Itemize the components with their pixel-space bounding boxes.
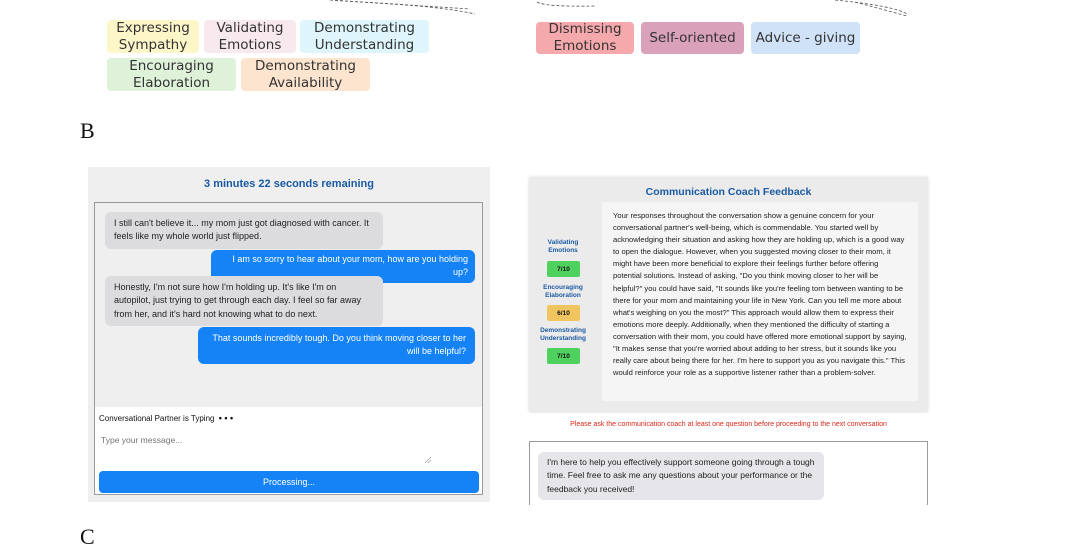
positive-bracket-line <box>330 0 480 18</box>
score-badge-demonstrating-understanding: 7/10 <box>547 348 580 364</box>
user-message: I am so sorry to hear about your mom, how are you holding up? <box>211 250 475 283</box>
score-label-validating-emotions: Validating Emotions <box>547 239 579 254</box>
score-badge-encouraging-elaboration: 6/10 <box>547 305 580 321</box>
tag-demonstrating-availability: Demonstrating Availability <box>241 58 370 91</box>
tag-dismissing-emotions: Dismissing Emotions <box>536 22 634 54</box>
partner-message: Honestly, I'm not sure how I'm holding up. It's like I'm on autopilot, just trying to get through each day. I feel so far away from her, and it's hard not knowing what to do next. <box>105 276 383 326</box>
partner-message: I still can't believe it... my mom just got diagnosed with cancer. It feels like my whole world just flipped. <box>105 212 383 249</box>
message-input[interactable] <box>101 435 431 457</box>
coach-chat-window <box>529 441 928 505</box>
chat-panel <box>88 167 490 502</box>
tag-expressing-sympathy: Expressing Sympathy <box>107 20 199 53</box>
coach-message: I'm here to help you effectively support someone going through a tough time. Feel free to ask me any questions about your performance or the feedback you received! <box>538 452 824 500</box>
negative-bracket-line <box>535 0 915 20</box>
tag-encouraging-elaboration: Encouraging Elaboration <box>107 58 236 91</box>
tag-advice-giving: Advice - giving <box>751 22 860 54</box>
tag-demonstrating-understanding: Demonstrating Understanding <box>300 20 429 53</box>
tag-self-oriented: Self-oriented <box>641 22 744 54</box>
typing-status-text: Conversational Partner is Typing <box>99 414 215 423</box>
feedback-text-box <box>602 202 918 401</box>
score-label-demonstrating-understanding: Demonstrating Understanding <box>540 327 586 342</box>
score-badge-validating-emotions: 7/10 <box>547 261 580 277</box>
section-label-c: C <box>80 524 95 549</box>
typing-dots: • • • <box>218 413 234 423</box>
user-message: That sounds incredibly tough. Do you think moving closer to her will be helpful? <box>198 327 475 364</box>
resize-handle-icon[interactable] <box>425 457 431 463</box>
coach-feedback-panel <box>529 177 928 412</box>
chat-window <box>94 202 483 495</box>
score-label-encouraging-elaboration: Encouraging Elaboration <box>543 284 583 299</box>
send-button[interactable]: Processing... <box>99 471 479 493</box>
typing-indicator <box>99 413 233 423</box>
feedback-title: Communication Coach Feedback <box>645 186 812 198</box>
section-label-b: B <box>80 118 95 143</box>
countdown-timer: 3 minutes 22 seconds remaining <box>204 178 374 190</box>
message-input-area <box>95 407 482 494</box>
coach-warning: Please ask the communication coach at least one question before proceeding to the next conversation <box>570 421 887 428</box>
tag-validating-emotions: Validating Emotions <box>204 20 296 53</box>
feedback-text: Your responses throughout the conversation show a genuine concern for your conversational partner's well-being, which is commendable. You started well by acknowledging their situation and asking how they are holding up, which is a good way to open the dialogue. However, when you suggested moving closer to their mom, it might have been more beneficial to explore their feelings further before offering potential solutions. Instead of asking, "Do you think moving closer to her will be helpful?" you could have said, "It sounds like you're feeling torn between wanting to be there for your mom and maintaining your life in New York. Can you tell me more about what's weighing on you the most?" This approach would allow them to express their emotions more deeply. Additionally, when they mentioned the difficulty of starting a conversation with their mom, you could have offered more emotional support by saying, "It makes sense that you're worried about adding to her stress, but it sounds like you really care about being there for her. I'm here to support you as you navigate this." This would reinforce your role as a supportive listener rather than a problem-solver. <box>613 211 907 378</box>
